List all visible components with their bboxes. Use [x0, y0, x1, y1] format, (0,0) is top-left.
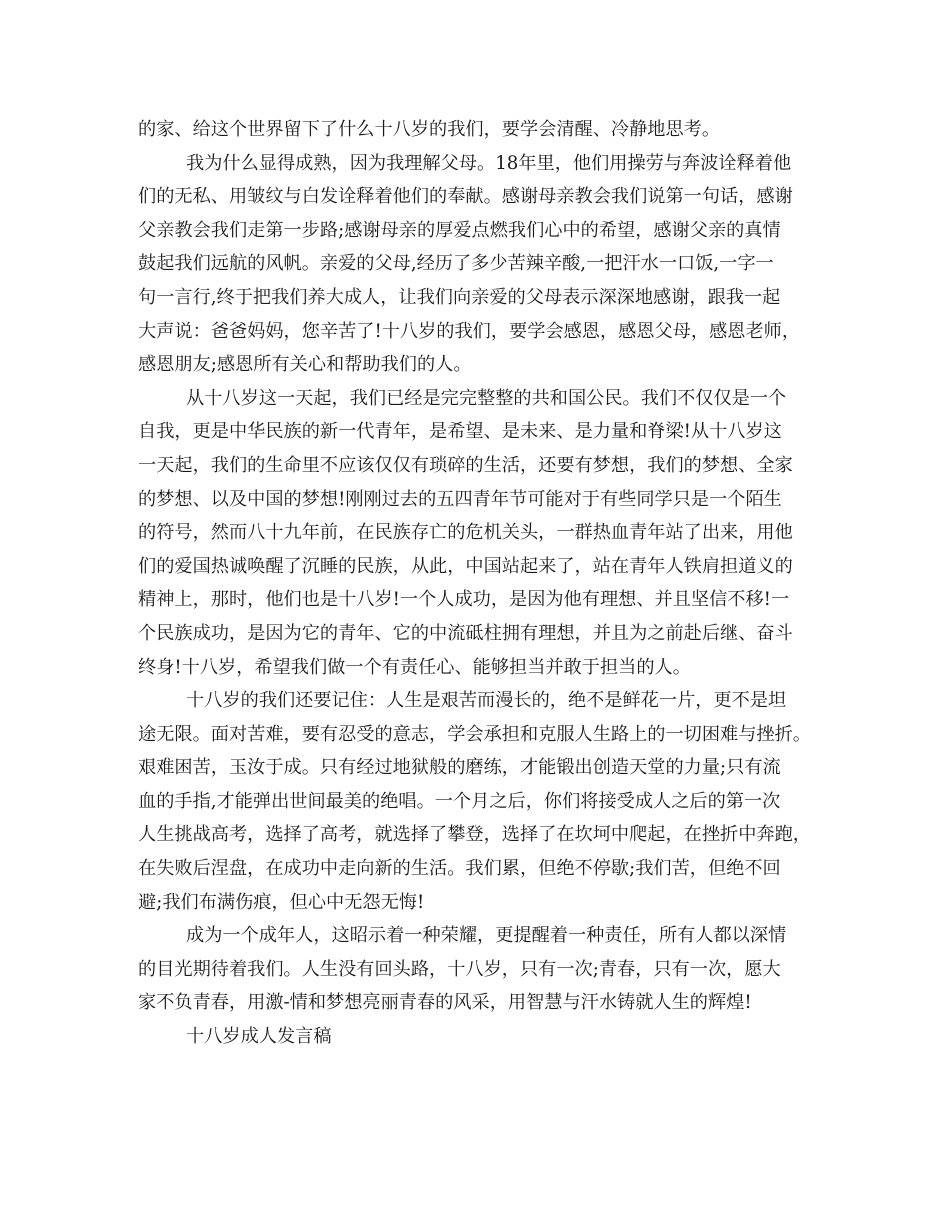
text-line: 鼓起我们远航的风帆。亲爱的父母,经历了多少苦辣辛酸,一把汗水一口饭,一字一 [138, 253, 774, 275]
text-line: 避;我们布满伤痕，但心中无怨无悔! [138, 891, 425, 913]
text-line: 的梦想、以及中国的梦想!刚刚过去的五四青年节可能对于有些同学只是一个陌生 [138, 488, 782, 510]
paragraph [138, 684, 818, 919]
text-line: 途无限。面对苦难，要有忍受的意志，学会承担和克服人生路上的一切困难与挫折。 [138, 723, 811, 745]
text-line: 十八岁成人发言稿 [186, 1026, 332, 1048]
text-line: 血的手指,才能弹出世间最美的绝唱。一个月之后，你们将接受成人之后的第一次 [138, 790, 781, 812]
paragraph [138, 382, 818, 684]
paragraph [138, 1020, 818, 1054]
text-line: 家不负青春，用激-情和梦想亮丽青春的风采，用智慧与汗水铸就人生的辉煌! [138, 992, 752, 1014]
text-line: 的符号，然而八十九年前，在民族存亡的危机关头，一群热血青年站了出来，用他 [138, 522, 793, 544]
text-line: 们的爱国热诚唤醒了沉睡的民族，从此，中国站起来了，站在青年人铁肩担道义的 [138, 555, 793, 577]
paragraph [138, 113, 818, 147]
text-line: 从十八岁这一天起，我们已经是完完整整的共和国公民。我们不仅仅是一个 [186, 387, 787, 409]
text-line: 我为什么显得成熟，因为我理解父母。18年里，他们用操劳与奔波诠释着他 [186, 152, 792, 174]
text-line: 一天起，我们的生命里不应该仅仅有琐碎的生活，还要有梦想，我们的梦想、全家 [138, 454, 793, 476]
text-line: 人生挑战高考，选择了高考，就选择了攀登，选择了在坎坷中爬起，在挫折中奔跑， [138, 824, 811, 846]
document-body [138, 113, 818, 1054]
paragraph [138, 147, 818, 382]
text-line: 艰难困苦，玉汝于成。只有经过地狱般的磨练，才能锻出创造天堂的力量;只有流 [138, 757, 781, 779]
text-line: 句一言行,终于把我们养大成人，让我们向亲爱的父母表示深深地感谢，跟我一起 [138, 286, 781, 308]
text-line: 的家、给这个世界留下了什么十八岁的我们，要学会清醒、冷静地思考。 [138, 119, 721, 140]
text-line: 个民族成功，是因为它的青年、它的中流砥柱拥有理想，并且为之前赴后继、奋斗 [138, 622, 793, 644]
text-line: 的目光期待着我们。人生没有回头路，十八岁，只有一次;青春，只有一次，愿大 [138, 958, 781, 980]
text-line: 大声说：爸爸妈妈，您辛苦了!十八岁的我们，要学会感恩，感恩父母，感恩老师， [138, 320, 801, 342]
text-line: 终身!十八岁，希望我们做一个有责任心、能够担当并敢于担当的人。 [138, 656, 691, 678]
paragraph [138, 919, 818, 1020]
text-line: 们的无私、用皱纹与白发诠释着他们的奉献。感谢母亲教会我们说第一句话，感谢 [138, 186, 793, 208]
text-line: 感恩朋友;感恩所有关心和帮助我们的人。 [138, 354, 472, 376]
text-line: 自我，更是中华民族的新一代青年，是希望、是未来、是力量和脊梁!从十八岁这 [138, 421, 782, 443]
text-line: 父亲教会我们走第一步路;感谢母亲的厚爱点燃我们心中的希望，感谢父亲的真情 [138, 219, 781, 241]
text-line: 十八岁的我们还要记住：人生是艰苦而漫长的，绝不是鲜花一片，更不是坦 [186, 690, 787, 712]
text-line: 在失败后涅盘，在成功中走向新的生活。我们累，但绝不停歇;我们苦，但绝不回 [138, 858, 781, 880]
text-line: 精神上，那时，他们也是十八岁!一个人成功，是因为他有理想、并且坚信不移!一 [138, 589, 790, 611]
text-line: 成为一个成年人，这昭示着一种荣耀，更提醒着一种责任，所有人都以深情 [186, 925, 787, 947]
